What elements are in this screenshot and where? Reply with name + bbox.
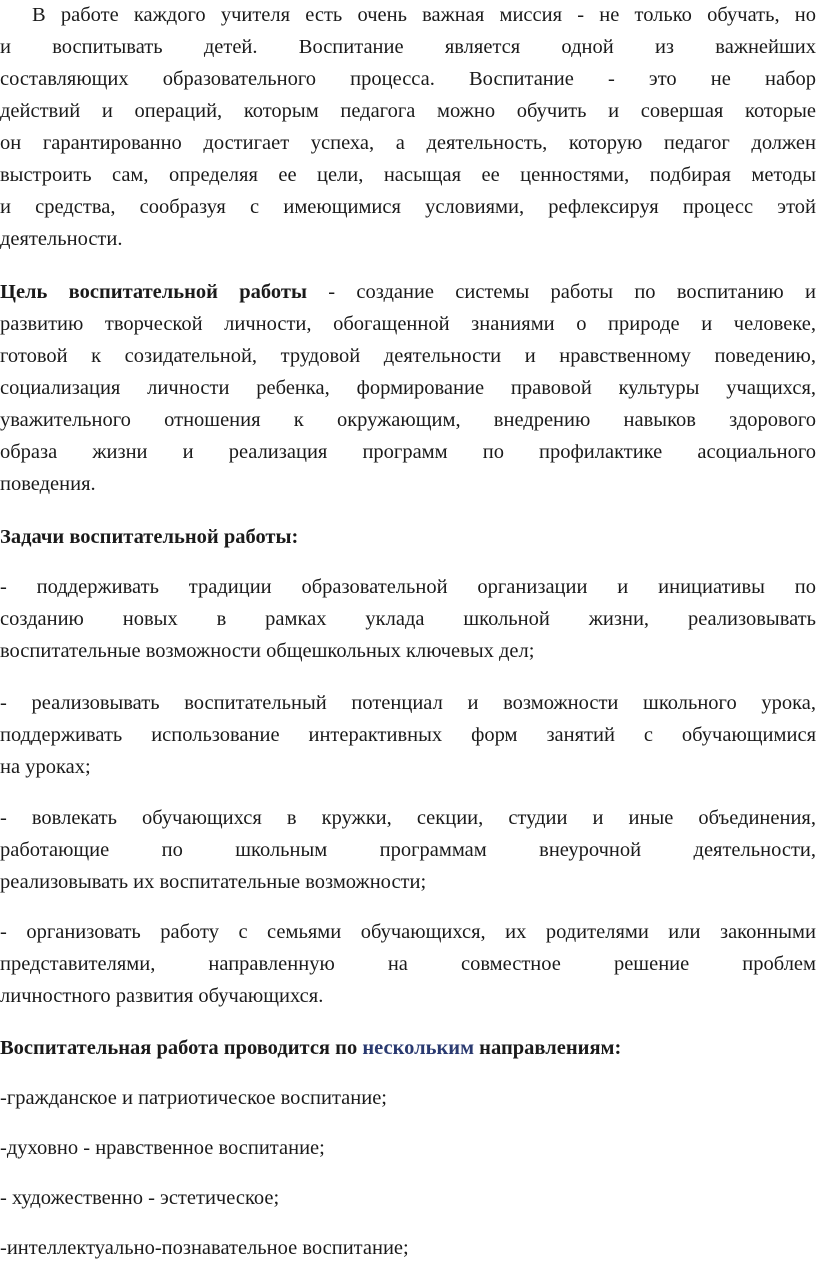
goal-first-line-rest: - создание системы работы по воспитанию и <box>306 281 816 303</box>
list-item: -интеллектуально-познавательное воспитание; <box>0 1237 409 1259</box>
goal-label: Цель воспитательной работы <box>0 281 307 303</box>
directions-heading <box>0 1033 621 1064</box>
text-line: поддерживать использование интерактивных форм занятий с обучающимися <box>0 724 816 746</box>
text-line: образа жизни и реализация программ по профилактике асоциального <box>0 441 816 463</box>
text-line: готовой к созидательной, трудовой деятельности и нравственному поведению, <box>0 345 816 367</box>
text-line: - реализовывать воспитательный потенциал и возможности школьного урока, <box>0 692 816 714</box>
text-line: - вовлекать обучающихся в кружки, секции, студии и иные объединения, <box>0 807 816 829</box>
text-line: действий и операций, которым педагога можно обучить и совершая которые <box>0 100 816 122</box>
list-item: - художественно - эстетическое; <box>0 1187 280 1209</box>
text-line: поведения. <box>0 473 96 495</box>
text-line: составляющих образовательного процесса. Воспитание - это не набор <box>0 68 816 90</box>
text-line: работающие по школьным программам внеурочной деятельности, <box>0 839 816 861</box>
text-line: представителями, направленную на совместное решение проблем <box>0 953 816 975</box>
tasks-heading: Задачи воспитательной работы: <box>0 526 299 548</box>
directions-heading-end: направлениям: <box>474 1037 622 1059</box>
text-line: личностного развития обучающихся. <box>0 985 324 1007</box>
text-line: и средства, сообразуя с имеющимися условиями, рефлексируя процесс этой <box>0 196 816 218</box>
list-item: -гражданское и патриотическое воспитание; <box>0 1087 388 1109</box>
directions-heading-accent: нескольким <box>362 1037 475 1059</box>
text-line: развитию творческой личности, обогащенной знаниями о природе и человеке, <box>0 313 816 335</box>
text-line: выстроить сам, определяя ее цели, насыщая ее ценностями, подбирая методы <box>0 164 816 186</box>
text-line: В работе каждого учителя есть очень важная миссия - не только обучать, но <box>32 4 816 26</box>
text-line: социализация личности ребенка, формирование правовой культуры учащихся, <box>0 377 816 399</box>
text-line: созданию новых в рамках уклада школьной жизни, реализовывать <box>0 608 816 630</box>
text-line: и воспитывать детей. Воспитание является одной из важнейших <box>0 36 816 58</box>
text-line: - организовать работу с семьями обучающихся, их родителями или законными <box>0 921 816 943</box>
text-line: реализовывать их воспитательные возможности; <box>0 871 427 893</box>
directions-heading-start: Воспитательная работа проводится по <box>0 1037 363 1059</box>
goal-first-line <box>0 277 816 308</box>
text-line: деятельности. <box>0 228 123 250</box>
text-line: воспитательные возможности общешкольных ключевых дел; <box>0 640 535 662</box>
text-line: уважительного отношения к окружающим, внедрению навыков здорового <box>0 409 816 431</box>
text-line: на уроках; <box>0 756 91 778</box>
text-line: он гарантированно достигает успеха, а деятельность, которую педагог должен <box>0 132 816 154</box>
text-line: - поддерживать традиции образовательной организации и инициативы по <box>0 576 816 598</box>
list-item: -духовно - нравственное воспитание; <box>0 1137 325 1159</box>
